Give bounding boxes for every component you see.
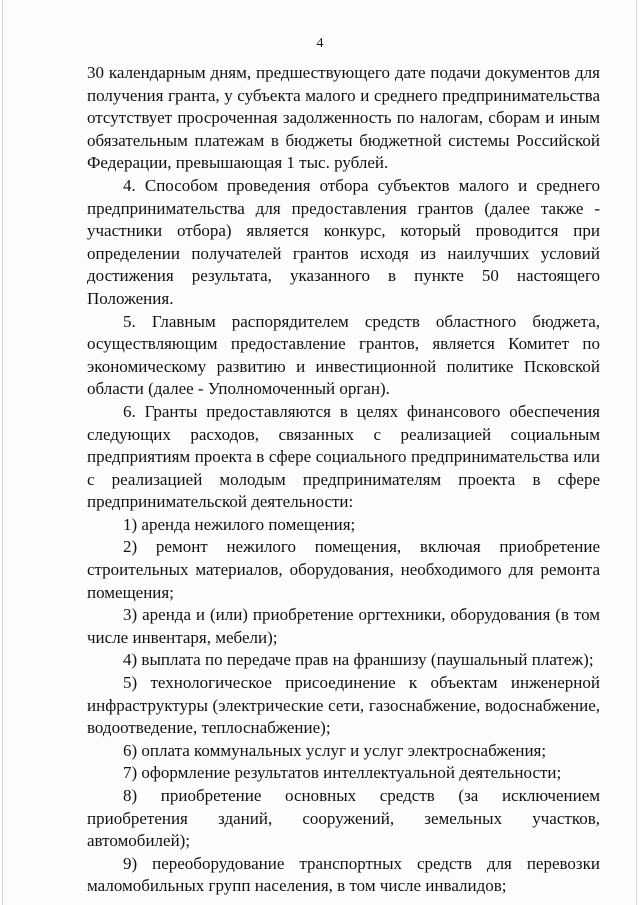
- list-item-5: 5) технологическое присоединение к объектам инженерной инфраструктуры (электрические сети, газоснабжение, водоснабжение, водоотведение, теплоснабжение);: [87, 673, 600, 738]
- list-item-3: 3) аренда и (или) приобретение оргтехники, оборудования (в том числе инвентаря, мебели);: [87, 605, 600, 647]
- document-body: [87, 62, 600, 898]
- list-item-1: 1) аренда нежилого помещения;: [123, 514, 356, 534]
- paragraph-item-4: 4. Способом проведения отбора субъектов малого и среднего предпринимательства для предоставления грантов (далее также - участники отбора) является конкурс, который проводится при определении получателей грантов исходя из наилучших условий достижения результата, указанного в пункте 50 настоящего Положения.: [87, 175, 600, 308]
- list-item-4: 4) выплата по передаче прав на франшизу (паушальный платеж);: [123, 650, 594, 670]
- list-item-6: 6) оплата коммунальных услуг и услуг электроснабжения;: [123, 740, 547, 760]
- page-right-edge: [636, 0, 637, 905]
- page-number: 4: [316, 36, 324, 51]
- paragraph-item-5: 5. Главным распорядителем средств областного бюджета, осуществляющим предоставление грантов, является Комитет по экономическому развитию и инвестиционной политике Псковской области (далее - Уполномоченный орган).: [87, 311, 600, 399]
- paragraph-item-6: 6. Гранты предоставляются в целях финансового обеспечения следующих расходов, связанных с реализацией социальным предприятиям проекта в сфере социального предпринимательства или с реализацией молодым предпринимателям проекта в сфере предпринимательской деятельности:: [87, 401, 600, 512]
- list-item-8: 8) приобретение основных средств (за исключением приобретения зданий, сооружений, земельных участков, автомобилей);: [87, 786, 600, 851]
- paragraph-continuation: 30 календарным дням, предшествующего дате подачи документов для получения гранта, у субъекта малого и среднего предпринимательства отсутствует просроченная задолженность по налогам, сборам и иным обязательным платежам в бюджеты бюджетной системы Российской Федерации, превышающая 1 тыс. рублей.: [87, 63, 600, 173]
- list-item-9: 9) переоборудование транспортных средств для перевозки маломобильных групп населения, в том числе инвалидов;: [87, 853, 600, 896]
- list-item-2: 2) ремонт нежилого помещения, включая приобретение строительных материалов, оборудования, необходимого для ремонта помещения;: [87, 537, 600, 602]
- list-item-7: 7) оформление результатов интеллектуальной деятельности;: [123, 763, 562, 783]
- page-left-edge: [2, 0, 3, 905]
